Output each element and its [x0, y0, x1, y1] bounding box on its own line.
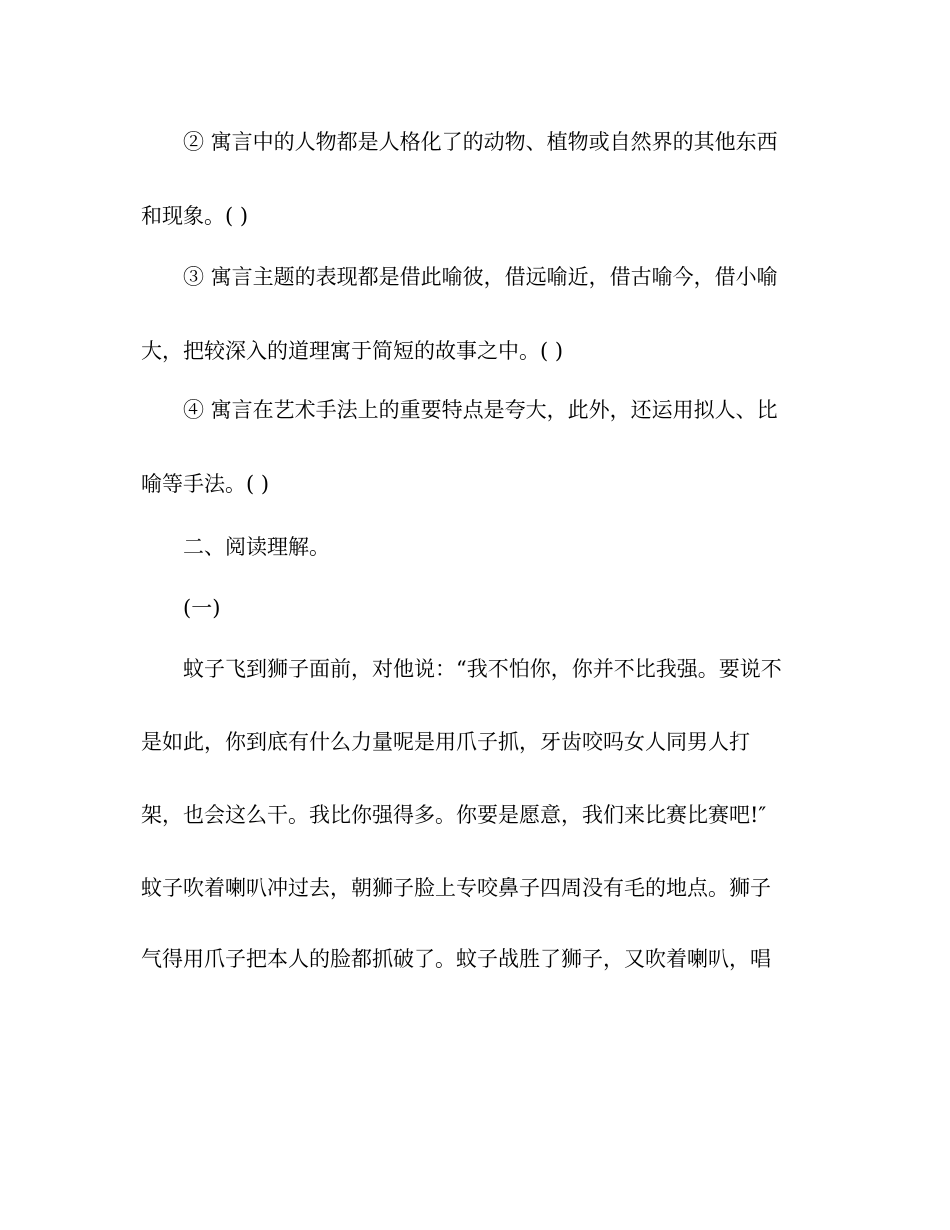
text-line-item-2-cont: 和现象。( ) [141, 204, 249, 228]
passage-line-1: 蚊子飞到狮子面前，对他说：“我不怕你，你并不比我强。要说不 [183, 657, 782, 681]
text-line-item-4-cont: 喻等手法。( ) [141, 472, 270, 496]
passage-line-4: 蚊子吹着喇叭冲过去，朝狮子脸上专咬鼻子四周没有毛的地点。狮子 [141, 876, 771, 900]
passage-line-3: 架，也会这么干。我比你强得多。你要是愿意，我们来比赛比赛吧!″ [141, 803, 767, 827]
passage-line-2: 是如此，你到底有什么力量呢是用爪子抓，牙齿咬吗女人同男人打 [141, 730, 750, 754]
text-line-item-3-cont: 大，把较深入的道理寓于简短的故事之中。( ) [141, 339, 564, 363]
subsection-heading-one: (一) [183, 596, 221, 620]
text-line-item-2: ② 寓言中的人物都是人格化了的动物、植物或自然界的其他东西 [183, 130, 778, 154]
text-line-item-3: ③ 寓言主题的表现都是借此喻彼，借远喻近，借古喻今，借小喻 [183, 265, 778, 289]
section-heading-reading: 二、阅读理解。 [183, 535, 330, 559]
passage-line-5: 气得用爪子把本人的脸都抓破了。蚊子战胜了狮子，又吹着喇叭，唱 [141, 947, 771, 971]
text-line-item-4: ④ 寓言在艺术手法上的重要特点是夸大，此外，还运用拟人、比 [183, 398, 778, 422]
